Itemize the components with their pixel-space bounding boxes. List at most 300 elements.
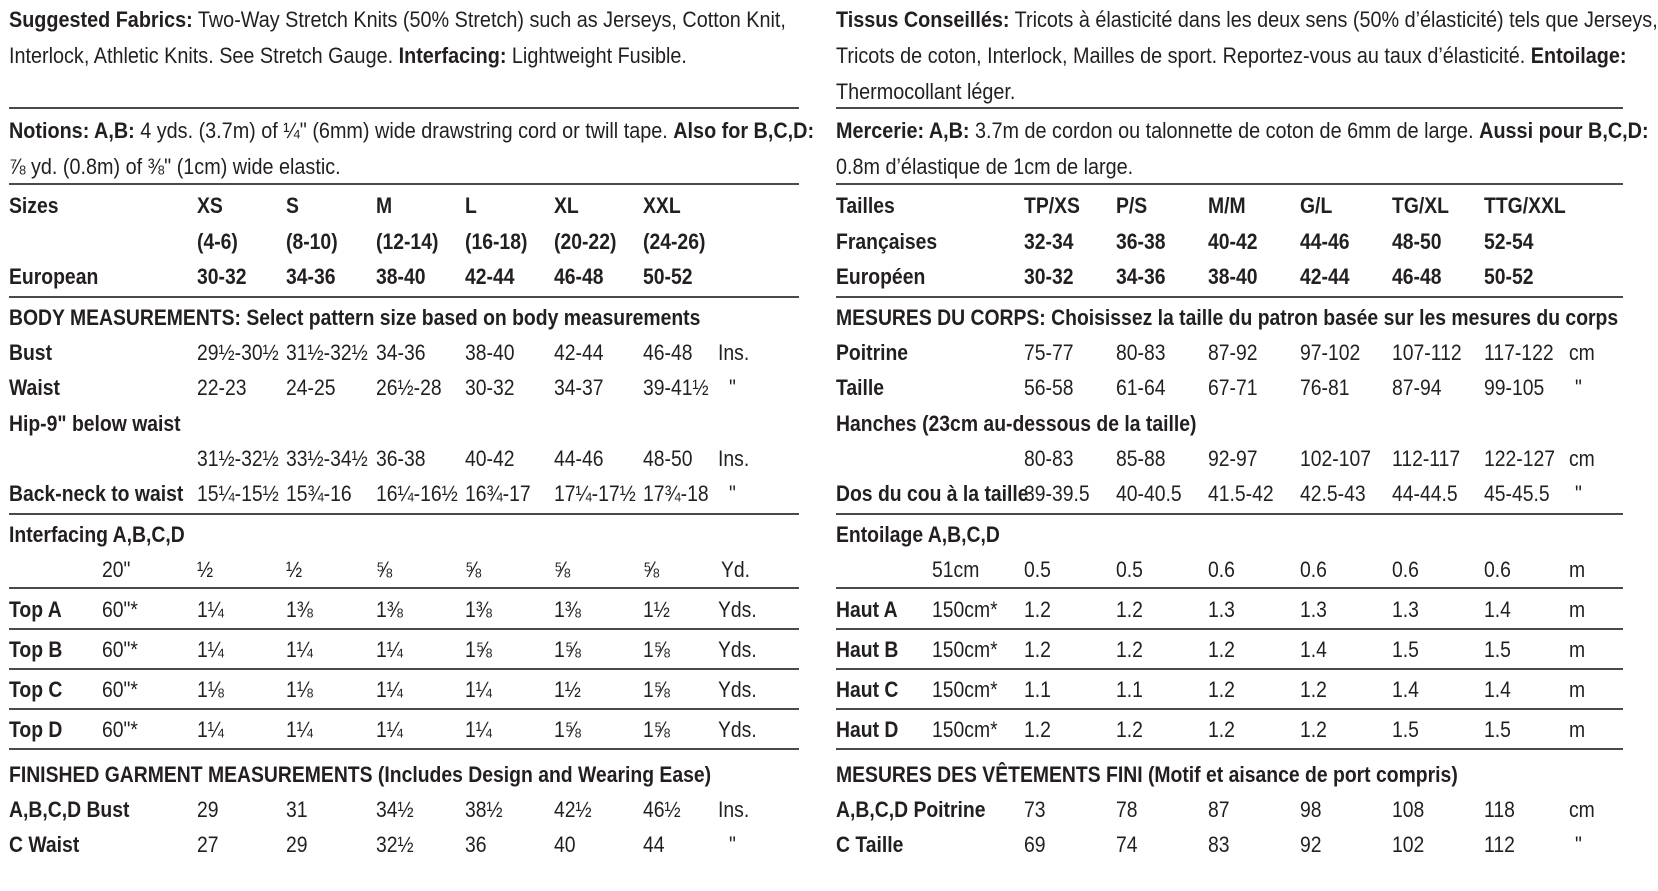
table-cell: 1.5 bbox=[1484, 637, 1511, 662]
divider bbox=[9, 628, 799, 630]
table-cell: 1⅜ bbox=[554, 597, 581, 622]
table-cell: Tricots de coton, Interlock, Mailles de sport. Reportez-vous au taux d’élasticité. bbox=[836, 43, 1531, 68]
table-cell: Hip-9" below waist bbox=[9, 411, 181, 436]
table-cell: 1⅜ bbox=[376, 597, 403, 622]
table-cell: MESURES DU CORPS: Choisissez la taille du patron basée sur les mesures du corps bbox=[836, 305, 1619, 330]
interfacing-header bbox=[836, 517, 1623, 553]
table-cell: Ins. bbox=[718, 446, 750, 471]
table-cell: 34½ bbox=[376, 797, 414, 822]
table-cell: 0.6 bbox=[1208, 557, 1235, 582]
table-cell: 41.5-42 bbox=[1208, 481, 1274, 506]
table-cell: m bbox=[1569, 637, 1586, 662]
table-cell: 150cm* bbox=[932, 637, 998, 662]
table-cell: 1.4 bbox=[1484, 677, 1511, 702]
table-cell: Also for B,C,D: bbox=[673, 118, 815, 143]
table-cell: 42-44 bbox=[465, 264, 515, 289]
table-cell: 0.5 bbox=[1024, 557, 1051, 582]
back-neck-row bbox=[836, 476, 1623, 512]
table-cell: 46-48 bbox=[643, 340, 693, 365]
table-cell: 107-112 bbox=[1392, 340, 1462, 365]
table-cell: C Waist bbox=[9, 832, 80, 857]
table-cell: M bbox=[376, 193, 393, 218]
sizes-row bbox=[9, 188, 799, 224]
table-cell: 1⅛ bbox=[286, 677, 313, 702]
table-cell: 1¼ bbox=[197, 597, 224, 622]
table-cell: Européen bbox=[836, 264, 926, 289]
table-cell: 118 bbox=[1484, 797, 1515, 822]
table-cell: Taille bbox=[836, 375, 885, 400]
table-cell: Thermocollant léger. bbox=[836, 79, 1016, 104]
table-cell: 17¼-17½ bbox=[554, 481, 636, 506]
table-cell: 39-39.5 bbox=[1024, 481, 1090, 506]
table-cell: M/M bbox=[1208, 193, 1246, 218]
table-cell: 83 bbox=[1208, 832, 1230, 857]
divider bbox=[836, 668, 1623, 670]
table-cell: m bbox=[1569, 717, 1586, 742]
table-cell: Bust bbox=[9, 340, 53, 365]
table-cell: 17¾-18 bbox=[643, 481, 709, 506]
table-cell: 1¼ bbox=[376, 637, 403, 662]
table-cell: 73 bbox=[1024, 797, 1046, 822]
table-cell: ⅝ bbox=[465, 557, 482, 582]
table-cell: Poitrine bbox=[836, 340, 909, 365]
sizes-row bbox=[836, 188, 1623, 224]
table-cell: 0.5 bbox=[1116, 557, 1143, 582]
table-cell: Mercerie: A,B: bbox=[836, 118, 970, 143]
table-cell: 87 bbox=[1208, 797, 1230, 822]
finished-header bbox=[836, 757, 1623, 793]
table-cell: 76-81 bbox=[1300, 375, 1350, 400]
table-cell: G/L bbox=[1300, 193, 1333, 218]
table-cell: 42-44 bbox=[1300, 264, 1350, 289]
table-cell: 56-58 bbox=[1024, 375, 1074, 400]
divider bbox=[836, 628, 1623, 630]
table-cell: 1⅝ bbox=[643, 677, 670, 702]
table-cell: 0.8m d’élastique de 1cm de large. bbox=[836, 154, 1134, 179]
divider bbox=[836, 708, 1623, 710]
table-cell: Top D bbox=[9, 717, 63, 742]
table-cell: Interlock, Athletic Knits. See Stretch Gauge. bbox=[9, 43, 399, 68]
interfacing-header bbox=[9, 517, 799, 553]
fabrics-line-2 bbox=[836, 38, 1626, 74]
table-cell: 1¼ bbox=[376, 717, 403, 742]
divider bbox=[836, 107, 1623, 109]
table-cell: Top A bbox=[9, 597, 62, 622]
table-cell: Notions: A,B: bbox=[9, 118, 135, 143]
notions-line-1 bbox=[836, 113, 1649, 149]
divider bbox=[9, 183, 799, 185]
hip-label-row bbox=[9, 406, 799, 442]
table-cell: 33½-34½ bbox=[286, 446, 368, 471]
back-neck-row bbox=[9, 476, 799, 512]
table-cell: 1.2 bbox=[1116, 717, 1143, 742]
finished-waist-row bbox=[836, 827, 1623, 863]
table-cell: 15¼-15½ bbox=[197, 481, 279, 506]
table-cell: Haut D bbox=[836, 717, 899, 742]
size-ranges-row bbox=[9, 224, 799, 260]
hip-label-row bbox=[836, 406, 1623, 442]
divider bbox=[836, 296, 1623, 298]
table-cell: 46½ bbox=[643, 797, 681, 822]
table-cell: m bbox=[1569, 557, 1586, 582]
table-cell: Yds. bbox=[718, 717, 757, 742]
table-cell: 30-32 bbox=[197, 264, 247, 289]
table-cell: 46-48 bbox=[1392, 264, 1442, 289]
table-cell: 150cm* bbox=[932, 597, 998, 622]
table-cell: 1.2 bbox=[1024, 637, 1051, 662]
table-cell: Haut C bbox=[836, 677, 899, 702]
haut-b-row bbox=[836, 632, 1623, 668]
table-cell: P/S bbox=[1116, 193, 1148, 218]
table-cell: 1⅝ bbox=[554, 637, 581, 662]
top-b-row bbox=[9, 632, 799, 668]
table-cell: 1.3 bbox=[1392, 597, 1419, 622]
table-cell: 1⅝ bbox=[643, 717, 670, 742]
table-cell: ⅝ bbox=[554, 557, 571, 582]
table-cell: 40-42 bbox=[465, 446, 515, 471]
table-cell: 29 bbox=[197, 797, 219, 822]
table-cell: 108 bbox=[1392, 797, 1425, 822]
table-cell: Suggested Fabrics: bbox=[9, 7, 193, 32]
table-cell: 150cm* bbox=[932, 717, 998, 742]
table-cell: 31½-32½ bbox=[286, 340, 368, 365]
table-cell: 44-46 bbox=[554, 446, 604, 471]
table-cell: Top B bbox=[9, 637, 63, 662]
table-cell: 1.5 bbox=[1392, 717, 1419, 742]
divider bbox=[9, 668, 799, 670]
finished-bust-row bbox=[9, 792, 799, 828]
table-cell: 99-105 bbox=[1484, 375, 1545, 400]
table-cell: Dos du cou à la taille bbox=[836, 481, 1029, 506]
table-cell: Ins. bbox=[718, 797, 750, 822]
haut-a-row bbox=[836, 592, 1623, 628]
table-cell: Lightweight Fusible. bbox=[506, 43, 687, 68]
table-cell: 122-127 bbox=[1484, 446, 1556, 471]
table-cell: 60"* bbox=[102, 597, 138, 622]
table-cell: 34-36 bbox=[1116, 264, 1166, 289]
table-cell: 31½-32½ bbox=[197, 446, 279, 471]
table-cell: 80-83 bbox=[1116, 340, 1166, 365]
divider bbox=[836, 587, 1623, 589]
haut-c-row bbox=[836, 672, 1623, 708]
divider bbox=[9, 587, 799, 589]
table-cell: cm bbox=[1569, 797, 1595, 822]
table-cell: " bbox=[1575, 832, 1582, 857]
table-cell: 1⅝ bbox=[554, 717, 581, 742]
table-cell: 1⅛ bbox=[197, 677, 224, 702]
table-cell: Yds. bbox=[718, 677, 757, 702]
table-cell: Two-Way Stretch Knits (50% Stretch) such as Jerseys, Cotton Knit, bbox=[192, 7, 786, 32]
fabrics-line-1 bbox=[836, 2, 1658, 38]
divider bbox=[9, 748, 799, 750]
sizes-label: Sizes bbox=[9, 193, 59, 218]
table-cell: 27 bbox=[197, 832, 219, 857]
table-cell: 29½-30½ bbox=[197, 340, 279, 365]
table-cell: 1⅝ bbox=[465, 637, 492, 662]
finished-bust-row bbox=[836, 792, 1623, 828]
table-cell: 38-40 bbox=[465, 340, 515, 365]
table-cell: MESURES DES VÊTEMENTS FINI (Motif et aisance de port compris) bbox=[836, 762, 1458, 787]
table-cell: Interfacing: bbox=[398, 43, 507, 68]
table-cell: 16¼-16½ bbox=[376, 481, 458, 506]
table-cell: Françaises bbox=[836, 229, 938, 254]
body-measurements-header bbox=[836, 300, 1623, 336]
table-cell: 1¼ bbox=[197, 637, 224, 662]
table-cell: Back-neck to waist bbox=[9, 481, 184, 506]
divider bbox=[9, 708, 799, 710]
french-panel bbox=[836, 0, 1658, 891]
table-cell: L bbox=[465, 193, 477, 218]
table-cell: Haut B bbox=[836, 637, 899, 662]
table-cell: Yds. bbox=[718, 597, 757, 622]
table-cell: 44-46 bbox=[1300, 229, 1350, 254]
divider bbox=[836, 513, 1623, 515]
table-cell: 1½ bbox=[554, 677, 581, 702]
table-cell: 87-92 bbox=[1208, 340, 1258, 365]
table-cell: 51cm bbox=[932, 557, 980, 582]
table-cell: Tissus Conseillés: bbox=[836, 7, 1010, 32]
table-cell: 1.2 bbox=[1208, 717, 1235, 742]
table-cell: Yd. bbox=[721, 557, 751, 582]
divider bbox=[836, 748, 1623, 750]
table-cell: 40-40.5 bbox=[1116, 481, 1182, 506]
table-cell: 20" bbox=[102, 557, 131, 582]
table-cell: 1.5 bbox=[1484, 717, 1511, 742]
fabrics-line-1 bbox=[9, 2, 786, 38]
table-cell: 1.2 bbox=[1116, 637, 1143, 662]
table-cell: 38½ bbox=[465, 797, 503, 822]
table-cell: 38-40 bbox=[1208, 264, 1258, 289]
table-cell: 1½ bbox=[643, 597, 670, 622]
table-cell: " bbox=[729, 481, 736, 506]
table-cell: 0.6 bbox=[1300, 557, 1327, 582]
table-cell: ⅝ bbox=[376, 557, 393, 582]
table-cell: 85-88 bbox=[1116, 446, 1166, 471]
table-cell: (16-18) bbox=[465, 229, 528, 254]
bust-row bbox=[9, 335, 799, 371]
table-cell: European bbox=[9, 264, 99, 289]
table-cell: 1¼ bbox=[465, 717, 492, 742]
table-cell: 112-117 bbox=[1392, 446, 1461, 471]
table-cell: 44-44.5 bbox=[1392, 481, 1458, 506]
table-cell: XS bbox=[197, 193, 223, 218]
table-cell: 1.5 bbox=[1392, 637, 1419, 662]
table-cell: ⅝ bbox=[643, 557, 660, 582]
table-cell: 1.2 bbox=[1024, 717, 1051, 742]
top-d-row bbox=[9, 712, 799, 748]
table-cell: " bbox=[1575, 481, 1582, 506]
table-cell: A,B,C,D Poitrine bbox=[836, 797, 986, 822]
table-cell: 1.1 bbox=[1024, 677, 1051, 702]
table-cell: 34-36 bbox=[286, 264, 336, 289]
table-cell: 1.4 bbox=[1300, 637, 1327, 662]
table-cell: (12-14) bbox=[376, 229, 439, 254]
table-cell: 36-38 bbox=[1116, 229, 1166, 254]
table-cell: 42-44 bbox=[554, 340, 604, 365]
table-cell: Entoilage: bbox=[1530, 43, 1627, 68]
hip-row bbox=[836, 441, 1623, 477]
table-cell: Entoilage A,B,C,D bbox=[836, 522, 1000, 547]
table-cell: 36 bbox=[465, 832, 487, 857]
waist-row bbox=[9, 370, 799, 406]
table-cell: 30-32 bbox=[465, 375, 515, 400]
table-cell: 80-83 bbox=[1024, 446, 1074, 471]
table-cell: 69 bbox=[1024, 832, 1046, 857]
table-cell: 1¼ bbox=[465, 677, 492, 702]
table-cell: cm bbox=[1569, 340, 1595, 365]
interfacing-row bbox=[836, 552, 1623, 588]
table-cell: 24-25 bbox=[286, 375, 336, 400]
european-row bbox=[836, 259, 1623, 295]
table-cell: " bbox=[729, 832, 736, 857]
waist-row bbox=[836, 370, 1623, 406]
table-cell: 75-77 bbox=[1024, 340, 1074, 365]
divider bbox=[9, 296, 799, 298]
table-cell: 48-50 bbox=[1392, 229, 1442, 254]
hip-row bbox=[9, 441, 799, 477]
table-cell: 1.2 bbox=[1300, 677, 1327, 702]
table-cell: XL bbox=[554, 193, 579, 218]
table-cell: 46-48 bbox=[554, 264, 604, 289]
table-cell: 38-40 bbox=[376, 264, 426, 289]
bust-row bbox=[836, 335, 1623, 371]
table-cell: 1⅝ bbox=[643, 637, 670, 662]
table-cell: 1¼ bbox=[286, 717, 313, 742]
table-cell: 97-102 bbox=[1300, 340, 1361, 365]
notions-line-2 bbox=[9, 149, 341, 185]
table-cell: 0.6 bbox=[1484, 557, 1511, 582]
francaises-row bbox=[836, 224, 1623, 260]
table-cell: FINISHED GARMENT MEASUREMENTS (Includes Design and Wearing Ease) bbox=[9, 762, 712, 787]
table-cell: 31 bbox=[286, 797, 308, 822]
table-cell: 29 bbox=[286, 832, 308, 857]
table-cell: 52-54 bbox=[1484, 229, 1534, 254]
finished-waist-row bbox=[9, 827, 799, 863]
table-cell: (24-26) bbox=[643, 229, 706, 254]
table-cell: (4-6) bbox=[197, 229, 238, 254]
table-cell: Top C bbox=[9, 677, 63, 702]
table-cell: 1¼ bbox=[376, 677, 403, 702]
table-cell: 102-107 bbox=[1300, 446, 1372, 471]
table-cell: Tailles bbox=[836, 193, 895, 218]
table-cell: (20-22) bbox=[554, 229, 617, 254]
table-cell: 1.2 bbox=[1208, 637, 1235, 662]
european-row bbox=[9, 259, 799, 295]
table-cell: 1.1 bbox=[1116, 677, 1143, 702]
table-cell: 16¾-17 bbox=[465, 481, 531, 506]
table-cell: ½ bbox=[286, 557, 303, 582]
table-cell: Aussi pour B,C,D: bbox=[1479, 118, 1649, 143]
table-cell: 45-45.5 bbox=[1484, 481, 1550, 506]
table-cell: 117-122 bbox=[1484, 340, 1554, 365]
table-cell: ½ bbox=[197, 557, 214, 582]
table-cell: 1.4 bbox=[1484, 597, 1511, 622]
table-cell: 1.3 bbox=[1300, 597, 1327, 622]
table-cell: m bbox=[1569, 597, 1586, 622]
table-cell: S bbox=[286, 193, 299, 218]
table-cell: Yds. bbox=[718, 637, 757, 662]
table-cell: 102 bbox=[1392, 832, 1425, 857]
table-cell: 1⅜ bbox=[465, 597, 492, 622]
table-cell: 40 bbox=[554, 832, 576, 857]
table-cell: 60"* bbox=[102, 677, 138, 702]
divider bbox=[9, 513, 799, 515]
notions-line-2 bbox=[836, 149, 1133, 185]
table-cell: 15¾-16 bbox=[286, 481, 352, 506]
table-cell: 87-94 bbox=[1392, 375, 1442, 400]
english-panel bbox=[9, 0, 815, 891]
table-cell: 22-23 bbox=[197, 375, 247, 400]
table-cell: 42½ bbox=[554, 797, 592, 822]
table-cell: 92 bbox=[1300, 832, 1322, 857]
table-cell: " bbox=[729, 375, 736, 400]
body-measurements-header bbox=[9, 300, 799, 336]
table-cell: 30-32 bbox=[1024, 264, 1074, 289]
table-cell: m bbox=[1569, 677, 1586, 702]
table-cell: Haut A bbox=[836, 597, 898, 622]
table-cell: 1.2 bbox=[1208, 677, 1235, 702]
interfacing-row bbox=[9, 552, 799, 588]
table-cell: 34-37 bbox=[554, 375, 604, 400]
table-cell: ⅞ yd. (0.8m) of ⅜" (1cm) wide elastic. bbox=[9, 154, 341, 179]
table-cell: " bbox=[1575, 375, 1582, 400]
table-cell: 150cm* bbox=[932, 677, 998, 702]
table-cell: 3.7m de cordon ou talonnette de coton de 6mm de large. bbox=[969, 118, 1480, 143]
table-cell: Tricots à élasticité dans les deux sens (50% d’élasticité) tels que Jerseys, bbox=[1009, 7, 1658, 32]
table-cell: XXL bbox=[643, 193, 681, 218]
table-cell: 1¼ bbox=[197, 717, 224, 742]
table-cell: 44 bbox=[643, 832, 665, 857]
table-cell: Interfacing A,B,C,D bbox=[9, 522, 185, 547]
table-cell: BODY MEASUREMENTS: Select pattern size based on body measurements bbox=[9, 305, 701, 330]
top-c-row bbox=[9, 672, 799, 708]
table-cell: 1.4 bbox=[1392, 677, 1419, 702]
divider bbox=[9, 107, 799, 109]
table-cell: 61-64 bbox=[1116, 375, 1166, 400]
table-cell: 1.2 bbox=[1024, 597, 1051, 622]
table-cell: 1.3 bbox=[1208, 597, 1235, 622]
table-cell: 50-52 bbox=[1484, 264, 1534, 289]
table-cell: 78 bbox=[1116, 797, 1138, 822]
table-cell: 1¼ bbox=[286, 637, 313, 662]
table-cell: 32½ bbox=[376, 832, 414, 857]
table-cell: Waist bbox=[9, 375, 60, 400]
table-cell: cm bbox=[1569, 446, 1595, 471]
table-cell: TTG/XXL bbox=[1484, 193, 1566, 218]
table-cell: 1⅜ bbox=[286, 597, 313, 622]
table-cell: 48-50 bbox=[643, 446, 693, 471]
top-a-row bbox=[9, 592, 799, 628]
table-cell: Hanches (23cm au-dessous de la taille) bbox=[836, 411, 1197, 436]
table-cell: 112 bbox=[1484, 832, 1515, 857]
table-cell: (8-10) bbox=[286, 229, 338, 254]
table-cell: C Taille bbox=[836, 832, 904, 857]
fabrics-line-3 bbox=[836, 74, 1015, 110]
table-cell: 92-97 bbox=[1208, 446, 1258, 471]
table-cell: 50-52 bbox=[643, 264, 693, 289]
haut-d-row bbox=[836, 712, 1623, 748]
table-cell: 26½-28 bbox=[376, 375, 442, 400]
table-cell: TP/XS bbox=[1024, 193, 1080, 218]
table-cell: 60"* bbox=[102, 637, 138, 662]
table-cell: A,B,C,D Bust bbox=[9, 797, 130, 822]
table-cell: 34-36 bbox=[376, 340, 426, 365]
table-cell: 32-34 bbox=[1024, 229, 1074, 254]
table-cell: 98 bbox=[1300, 797, 1322, 822]
finished-header bbox=[9, 757, 799, 793]
table-cell: 60"* bbox=[102, 717, 138, 742]
table-cell: 74 bbox=[1116, 832, 1138, 857]
